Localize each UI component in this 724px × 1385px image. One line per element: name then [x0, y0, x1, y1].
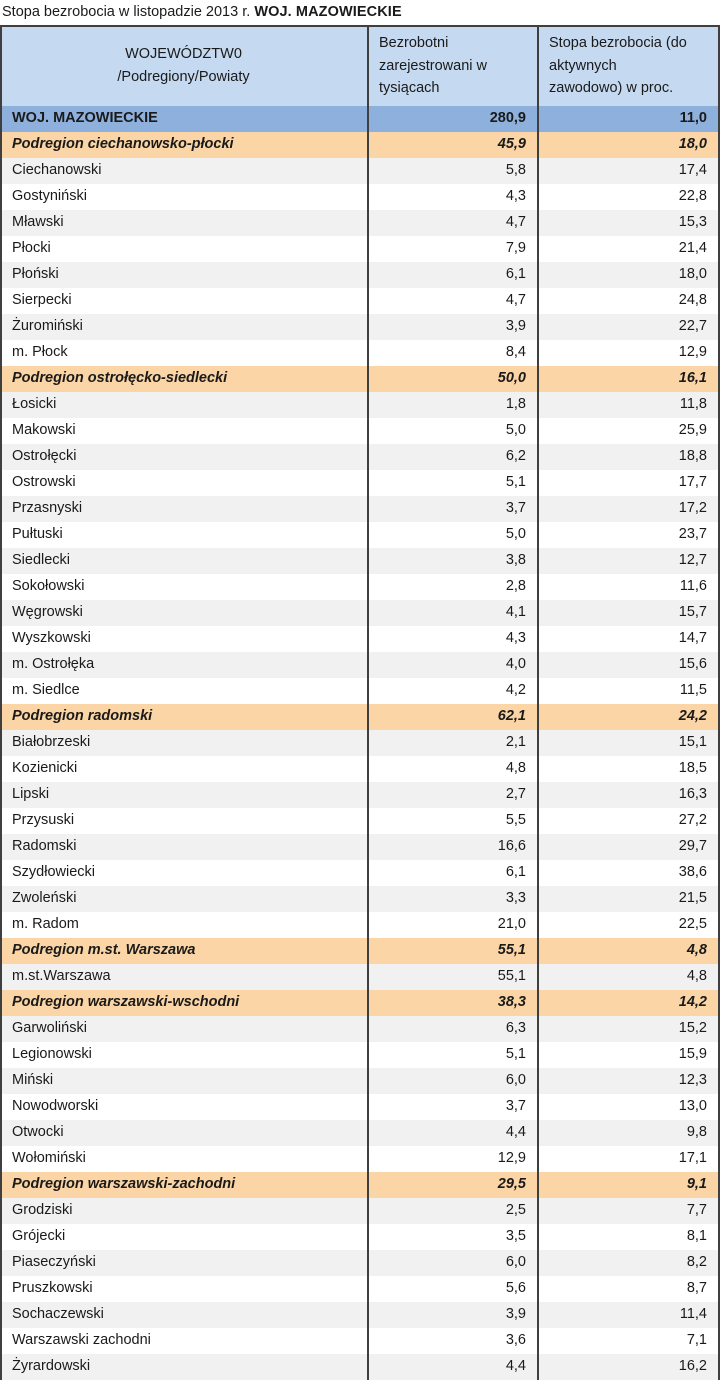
- table-row: [2, 392, 718, 418]
- column-header-rate-line2: aktywnych: [549, 57, 617, 74]
- cell-unemployment-rate: 8,2: [538, 1250, 718, 1276]
- table-row-subregion: [2, 990, 718, 1016]
- cell-unemployed-thousands: 2,8: [368, 574, 538, 600]
- cell-unemployment-rate: 11,6: [538, 574, 718, 600]
- table-row: [2, 600, 718, 626]
- table-row: [2, 210, 718, 236]
- cell-unemployment-rate: 23,7: [538, 522, 718, 548]
- table-row: [2, 860, 718, 886]
- column-header-rate: [538, 27, 718, 106]
- cell-unemployment-rate: 15,1: [538, 730, 718, 756]
- cell-region-name: m. Radom: [2, 912, 368, 938]
- table-row: [2, 1224, 718, 1250]
- cell-region-name: Siedlecki: [2, 548, 368, 574]
- cell-region-name: Wołomiński: [2, 1146, 368, 1172]
- table-row: [2, 496, 718, 522]
- cell-region-name: Żyrardowski: [2, 1354, 368, 1380]
- cell-unemployed-thousands: 4,1: [368, 600, 538, 626]
- cell-unemployment-rate: 11,4: [538, 1302, 718, 1328]
- cell-region-name: Podregion ciechanowsko-płocki: [2, 132, 368, 158]
- cell-region-name: m. Ostrołęka: [2, 652, 368, 678]
- cell-unemployed-thousands: 5,1: [368, 1042, 538, 1068]
- table-row: [2, 912, 718, 938]
- cell-unemployed-thousands: 50,0: [368, 366, 538, 392]
- cell-unemployment-rate: 15,7: [538, 600, 718, 626]
- cell-unemployment-rate: 7,7: [538, 1198, 718, 1224]
- cell-unemployment-rate: 18,0: [538, 132, 718, 158]
- cell-region-name: Pruszkowski: [2, 1276, 368, 1302]
- cell-region-name: Lipski: [2, 782, 368, 808]
- cell-region-name: Sierpecki: [2, 288, 368, 314]
- cell-unemployed-thousands: 3,7: [368, 1094, 538, 1120]
- cell-unemployed-thousands: 6,1: [368, 860, 538, 886]
- cell-region-name: Płocki: [2, 236, 368, 262]
- cell-unemployment-rate: 29,7: [538, 834, 718, 860]
- cell-unemployed-thousands: 4,2: [368, 678, 538, 704]
- cell-region-name: m. Płock: [2, 340, 368, 366]
- cell-unemployed-thousands: 3,8: [368, 548, 538, 574]
- cell-unemployment-rate: 15,9: [538, 1042, 718, 1068]
- cell-unemployed-thousands: 55,1: [368, 938, 538, 964]
- cell-region-name: Gostyniński: [2, 184, 368, 210]
- cell-region-name: Łosicki: [2, 392, 368, 418]
- cell-region-name: Przysuski: [2, 808, 368, 834]
- table-row: [2, 1328, 718, 1354]
- cell-unemployment-rate: 22,8: [538, 184, 718, 210]
- cell-unemployment-rate: 11,5: [538, 678, 718, 704]
- cell-unemployment-rate: 4,8: [538, 938, 718, 964]
- cell-unemployment-rate: 18,0: [538, 262, 718, 288]
- cell-region-name: Podregion warszawski-zachodni: [2, 1172, 368, 1198]
- table-row-subregion: [2, 132, 718, 158]
- table-row: [2, 158, 718, 184]
- table-row: [2, 782, 718, 808]
- cell-region-name: Białobrzeski: [2, 730, 368, 756]
- table-row: [2, 886, 718, 912]
- cell-region-name: Ostrowski: [2, 470, 368, 496]
- cell-unemployed-thousands: 12,9: [368, 1146, 538, 1172]
- table-row: [2, 1094, 718, 1120]
- cell-region-name: m.st.Warszawa: [2, 964, 368, 990]
- cell-region-name: Radomski: [2, 834, 368, 860]
- cell-unemployment-rate: 16,3: [538, 782, 718, 808]
- cell-unemployment-rate: 18,5: [538, 756, 718, 782]
- page-title: [0, 0, 724, 25]
- column-header-unemployed: [368, 27, 538, 106]
- cell-unemployment-rate: 4,8: [538, 964, 718, 990]
- cell-unemployment-rate: 7,1: [538, 1328, 718, 1354]
- table-row: [2, 1042, 718, 1068]
- table-row: [2, 626, 718, 652]
- cell-region-name: Kozienicki: [2, 756, 368, 782]
- table-row: [2, 548, 718, 574]
- table-row: [2, 314, 718, 340]
- table-row: [2, 1016, 718, 1042]
- table-row: [2, 652, 718, 678]
- table-row: [2, 756, 718, 782]
- table-row: [2, 470, 718, 496]
- cell-region-name: WOJ. MAZOWIECKIE: [2, 106, 368, 132]
- table-row: [2, 1354, 718, 1380]
- cell-unemployment-rate: 17,2: [538, 496, 718, 522]
- cell-region-name: Podregion ostrołęcko-siedlecki: [2, 366, 368, 392]
- cell-unemployment-rate: 8,1: [538, 1224, 718, 1250]
- table-row: [2, 288, 718, 314]
- page-title-main: Stopa bezrobocia w listopadzie 2013 r.: [2, 4, 255, 20]
- cell-unemployed-thousands: 3,7: [368, 496, 538, 522]
- table-header: [2, 27, 718, 106]
- column-header-region-line1: WOJEWÓDZTW0: [125, 46, 242, 63]
- cell-unemployment-rate: 8,7: [538, 1276, 718, 1302]
- cell-unemployment-rate: 12,9: [538, 340, 718, 366]
- cell-unemployed-thousands: 4,3: [368, 184, 538, 210]
- cell-unemployment-rate: 22,7: [538, 314, 718, 340]
- cell-unemployed-thousands: 3,5: [368, 1224, 538, 1250]
- cell-region-name: Podregion warszawski-wschodni: [2, 990, 368, 1016]
- cell-region-name: Grodziski: [2, 1198, 368, 1224]
- cell-unemployment-rate: 15,6: [538, 652, 718, 678]
- cell-unemployed-thousands: 55,1: [368, 964, 538, 990]
- cell-unemployed-thousands: 16,6: [368, 834, 538, 860]
- cell-unemployment-rate: 25,9: [538, 418, 718, 444]
- cell-unemployment-rate: 12,3: [538, 1068, 718, 1094]
- cell-unemployed-thousands: 5,8: [368, 158, 538, 184]
- cell-region-name: Legionowski: [2, 1042, 368, 1068]
- cell-unemployed-thousands: 4,4: [368, 1354, 538, 1380]
- cell-unemployed-thousands: 4,3: [368, 626, 538, 652]
- cell-unemployed-thousands: 6,2: [368, 444, 538, 470]
- cell-unemployed-thousands: 6,0: [368, 1068, 538, 1094]
- cell-region-name: Grójecki: [2, 1224, 368, 1250]
- table-container: [0, 25, 720, 1380]
- cell-unemployed-thousands: 3,9: [368, 1302, 538, 1328]
- cell-region-name: Pułtuski: [2, 522, 368, 548]
- cell-region-name: Makowski: [2, 418, 368, 444]
- cell-region-name: Sokołowski: [2, 574, 368, 600]
- table-row-subregion: [2, 938, 718, 964]
- cell-unemployed-thousands: 5,0: [368, 418, 538, 444]
- table-row: [2, 1276, 718, 1302]
- cell-region-name: Sochaczewski: [2, 1302, 368, 1328]
- cell-region-name: Podregion radomski: [2, 704, 368, 730]
- table-row: [2, 1302, 718, 1328]
- cell-unemployed-thousands: 6,0: [368, 1250, 538, 1276]
- cell-region-name: Garwoliński: [2, 1016, 368, 1042]
- cell-unemployment-rate: 38,6: [538, 860, 718, 886]
- table-row: [2, 522, 718, 548]
- table-row: [2, 444, 718, 470]
- table-row: [2, 730, 718, 756]
- header-row: [2, 27, 718, 106]
- table-row-voivodeship: [2, 106, 718, 132]
- cell-region-name: Piaseczyński: [2, 1250, 368, 1276]
- cell-region-name: Mławski: [2, 210, 368, 236]
- cell-unemployment-rate: 15,2: [538, 1016, 718, 1042]
- table-row: [2, 236, 718, 262]
- table-row: [2, 340, 718, 366]
- cell-unemployment-rate: 14,2: [538, 990, 718, 1016]
- cell-unemployed-thousands: 5,0: [368, 522, 538, 548]
- column-header-unemployed-line1: Bezrobotni: [379, 35, 449, 51]
- cell-unemployed-thousands: 3,9: [368, 314, 538, 340]
- cell-unemployment-rate: 14,7: [538, 626, 718, 652]
- column-header-region-line2: /Podregiony/Powiaty: [117, 68, 250, 85]
- cell-unemployed-thousands: 62,1: [368, 704, 538, 730]
- cell-unemployment-rate: 9,1: [538, 1172, 718, 1198]
- cell-unemployment-rate: 17,1: [538, 1146, 718, 1172]
- cell-region-name: Warszawski zachodni: [2, 1328, 368, 1354]
- cell-unemployed-thousands: 6,3: [368, 1016, 538, 1042]
- page-title-region: WOJ. MAZOWIECKIE: [254, 4, 402, 20]
- cell-unemployment-rate: 16,2: [538, 1354, 718, 1380]
- table-row: [2, 1120, 718, 1146]
- table-row: [2, 1250, 718, 1276]
- table-row: [2, 1198, 718, 1224]
- table-row: [2, 1068, 718, 1094]
- table-row-subregion: [2, 1172, 718, 1198]
- cell-unemployment-rate: 9,8: [538, 1120, 718, 1146]
- table-row: [2, 184, 718, 210]
- cell-unemployed-thousands: 4,8: [368, 756, 538, 782]
- cell-unemployment-rate: 21,5: [538, 886, 718, 912]
- cell-unemployment-rate: 22,5: [538, 912, 718, 938]
- cell-region-name: Węgrowski: [2, 600, 368, 626]
- table-row: [2, 964, 718, 990]
- cell-unemployed-thousands: 280,9: [368, 106, 538, 132]
- cell-unemployed-thousands: 3,3: [368, 886, 538, 912]
- table-row-subregion: [2, 704, 718, 730]
- cell-unemployment-rate: 17,7: [538, 470, 718, 496]
- column-header-region: [2, 27, 368, 106]
- cell-unemployment-rate: 17,4: [538, 158, 718, 184]
- cell-unemployment-rate: 16,1: [538, 366, 718, 392]
- cell-unemployment-rate: 27,2: [538, 808, 718, 834]
- table-row: [2, 418, 718, 444]
- cell-region-name: Płoński: [2, 262, 368, 288]
- cell-unemployed-thousands: 3,6: [368, 1328, 538, 1354]
- cell-unemployed-thousands: 4,7: [368, 210, 538, 236]
- cell-unemployed-thousands: 38,3: [368, 990, 538, 1016]
- table-row: [2, 262, 718, 288]
- column-header-rate-line1: Stopa bezrobocia (do: [549, 35, 687, 51]
- cell-unemployed-thousands: 4,0: [368, 652, 538, 678]
- cell-unemployment-rate: 24,2: [538, 704, 718, 730]
- cell-region-name: Szydłowiecki: [2, 860, 368, 886]
- cell-unemployed-thousands: 2,7: [368, 782, 538, 808]
- cell-region-name: Miński: [2, 1068, 368, 1094]
- cell-region-name: Przasnyski: [2, 496, 368, 522]
- table-row: [2, 574, 718, 600]
- table-row: [2, 834, 718, 860]
- table-row: [2, 808, 718, 834]
- table-body: [2, 106, 718, 1380]
- cell-unemployed-thousands: 2,1: [368, 730, 538, 756]
- cell-unemployed-thousands: 6,1: [368, 262, 538, 288]
- cell-unemployment-rate: 11,0: [538, 106, 718, 132]
- cell-region-name: Zwoleński: [2, 886, 368, 912]
- cell-region-name: Żuromiński: [2, 314, 368, 340]
- column-header-unemployed-line3: tysiącach: [379, 80, 440, 96]
- cell-unemployed-thousands: 4,7: [368, 288, 538, 314]
- cell-unemployed-thousands: 8,4: [368, 340, 538, 366]
- cell-unemployed-thousands: 5,1: [368, 470, 538, 496]
- column-header-unemployed-line2: zarejestrowani w: [379, 57, 487, 74]
- cell-region-name: Podregion m.st. Warszawa: [2, 938, 368, 964]
- cell-unemployment-rate: 11,8: [538, 392, 718, 418]
- cell-unemployed-thousands: 29,5: [368, 1172, 538, 1198]
- table-row: [2, 678, 718, 704]
- cell-unemployed-thousands: 21,0: [368, 912, 538, 938]
- cell-region-name: Wyszkowski: [2, 626, 368, 652]
- cell-region-name: Nowodworski: [2, 1094, 368, 1120]
- table-row: [2, 1146, 718, 1172]
- cell-unemployed-thousands: 2,5: [368, 1198, 538, 1224]
- unemployment-table: [2, 27, 718, 1380]
- cell-unemployment-rate: 12,7: [538, 548, 718, 574]
- cell-unemployed-thousands: 5,6: [368, 1276, 538, 1302]
- table-row-subregion: [2, 366, 718, 392]
- cell-unemployment-rate: 18,8: [538, 444, 718, 470]
- cell-unemployed-thousands: 45,9: [368, 132, 538, 158]
- cell-unemployment-rate: 21,4: [538, 236, 718, 262]
- cell-region-name: Ostrołęcki: [2, 444, 368, 470]
- cell-unemployed-thousands: 7,9: [368, 236, 538, 262]
- cell-region-name: m. Siedlce: [2, 678, 368, 704]
- cell-unemployment-rate: 13,0: [538, 1094, 718, 1120]
- cell-unemployed-thousands: 1,8: [368, 392, 538, 418]
- cell-region-name: Otwocki: [2, 1120, 368, 1146]
- cell-unemployed-thousands: 5,5: [368, 808, 538, 834]
- column-header-rate-line3: zawodowo) w proc.: [549, 80, 674, 96]
- cell-unemployment-rate: 24,8: [538, 288, 718, 314]
- cell-unemployed-thousands: 4,4: [368, 1120, 538, 1146]
- cell-unemployment-rate: 15,3: [538, 210, 718, 236]
- cell-region-name: Ciechanowski: [2, 158, 368, 184]
